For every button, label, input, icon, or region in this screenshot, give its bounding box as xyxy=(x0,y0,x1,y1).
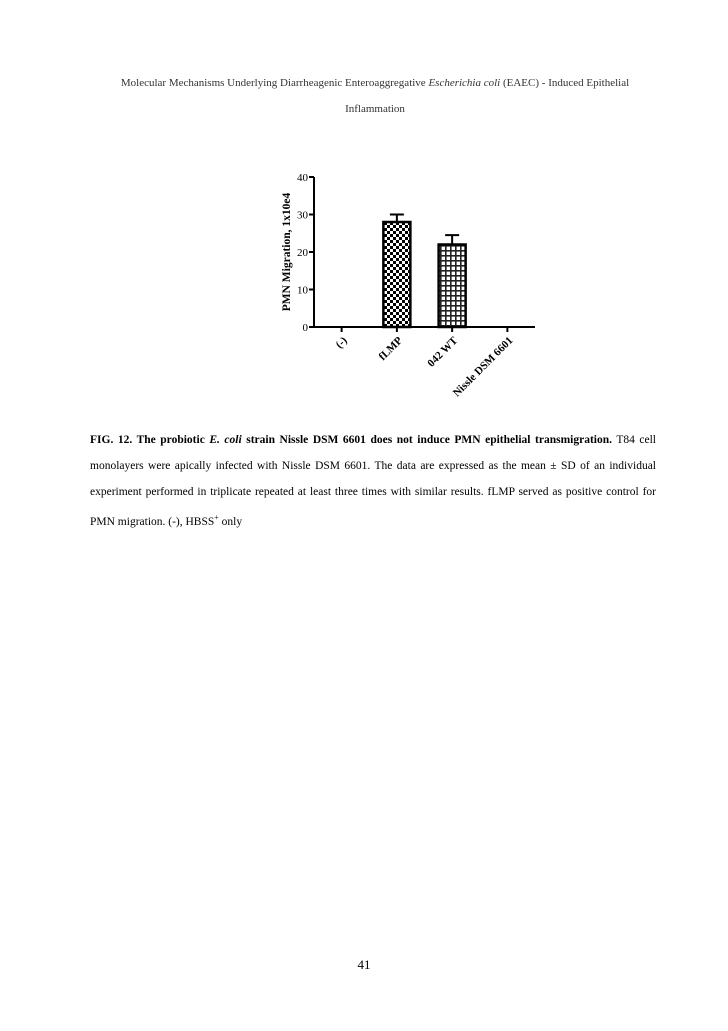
bar-chart xyxy=(0,0,728,420)
chart-plot-area xyxy=(281,172,535,399)
figure-caption xyxy=(90,427,656,535)
y-tick-label: 10 xyxy=(297,284,308,297)
x-tick-label: (-) xyxy=(333,334,350,351)
caption-species: E. coli xyxy=(209,434,242,446)
caption-title xyxy=(90,434,612,446)
y-tick-label: 20 xyxy=(297,247,308,259)
y-axis-label: PMN Migration, 1x10e4 xyxy=(281,192,293,312)
caption-title-rest: strain Nissle DSM 6601 does not induce PMN epithelial transmigration. xyxy=(241,434,612,446)
y-tick-label: 40 xyxy=(297,172,308,184)
bar xyxy=(383,222,410,327)
x-tick-label: fLMP xyxy=(376,334,405,363)
page-number: 41 xyxy=(357,957,371,972)
header-text: Molecular Mechanisms Underlying Diarrheagenic Enteroaggregative xyxy=(120,77,429,89)
header-text-end: (EAEC) - Induced Epithelial xyxy=(500,77,630,89)
x-tick-label: 042 WT xyxy=(425,334,461,370)
y-tick-label: 30 xyxy=(297,209,308,222)
caption-tail: only xyxy=(218,515,243,528)
y-tick-label: 0 xyxy=(302,322,308,334)
x-tick-label: Nissle DSM 6601 xyxy=(450,334,516,400)
caption-label: FIG. 12. The probiotic xyxy=(90,434,210,446)
running-header-line2: Inflammation xyxy=(345,103,405,115)
caption-body: T84 cell monolayers were apically infected with Nissle DSM 6601. The data are expressed as the mean ± SD of an individual experiment performed in triplicate repeated at least three times with similar results. fLMP served as positive control for PMN migration. (-), HBSS xyxy=(90,434,657,528)
bar xyxy=(439,245,466,328)
caption-superscript: + xyxy=(214,513,219,522)
header-species: Escherichia coli xyxy=(428,77,501,89)
